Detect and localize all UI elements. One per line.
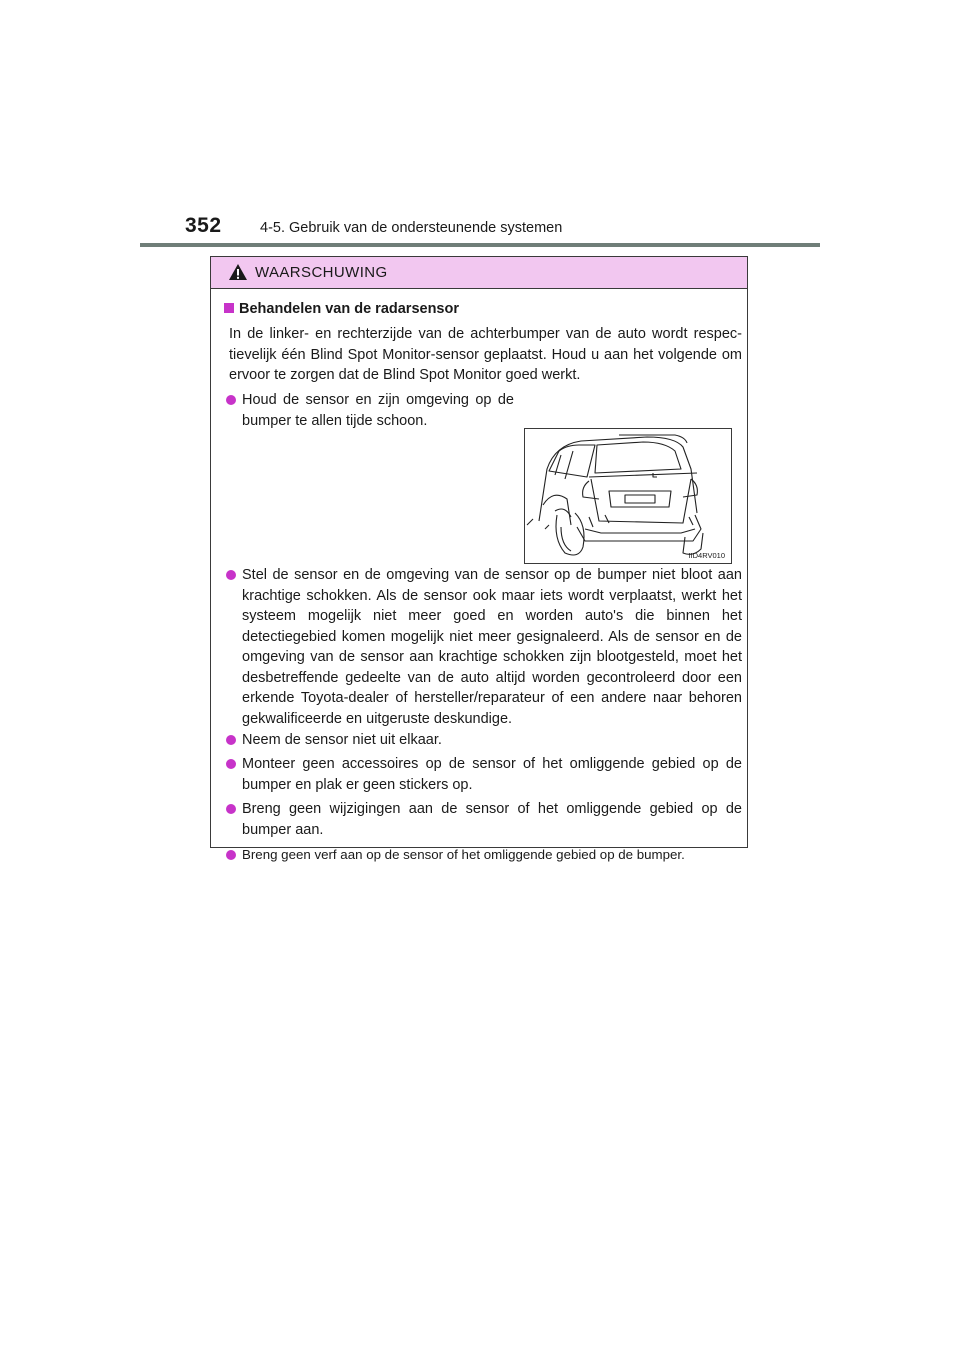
section-title: 4-5. Gebruik van de ondersteunende systemen (260, 220, 563, 236)
header-rule (140, 243, 820, 247)
bullet-dot-icon (226, 735, 236, 745)
list-item-text: Breng geen wijzigingen aan de sensor of het omliggende gebied op de bumper aan. (242, 801, 742, 838)
list-item-text: Monteer geen accessoires op de sensor of het omliggende gebied op de bumper en plak er geen stickers op. (242, 756, 742, 793)
warning-header (211, 257, 747, 289)
figure-id: IID4RV010 (688, 551, 725, 560)
bullet-dot-icon (226, 804, 236, 814)
list-item (224, 730, 742, 751)
rear-car-illustration (525, 429, 732, 564)
bullet-dot-icon (226, 570, 236, 580)
bullet-dot-icon (226, 759, 236, 769)
warning-triangle-icon (228, 263, 248, 281)
bullet-dot-icon (226, 850, 236, 860)
list-item-text: Breng geen verf aan op de sensor of het omliggende gebied op de bumper. (242, 847, 685, 862)
warning-heading (224, 301, 459, 317)
figure-rear-car (524, 428, 732, 564)
list-item (224, 754, 742, 795)
list-item (224, 845, 742, 866)
list-item (224, 390, 514, 431)
square-bullet-icon (224, 303, 234, 313)
warning-content (211, 288, 747, 862)
warning-heading-text: Behandelen van de radarsensor (239, 301, 459, 317)
bullet-dot-icon (226, 395, 236, 405)
warning-title: WAARSCHUWING (255, 264, 388, 281)
warning-box (210, 256, 748, 862)
list-item-text: Stel de sensor en de omgeving van de sensor op de bumper niet bloot aan krachtige schokken. Als de sensor ook maar iets wordt verplaatst, werkt het systeem mogelijk niet meer goed en worden auto's die binnen het detectiegebied komen mogelijk niet meer gesignaleerd. Als de sensor en de omgeving van de sensor aan krachtige schokken zijn blootgesteld, moet het desbetreffende gedeelte van de auto altijd worden gecontroleerd door een erkende Toyota-dealer of hersteller/reparateur of een andere naar behoren gekwalificeerde en uitgeruste deskundige. (242, 567, 742, 727)
page-number: 352 (185, 214, 222, 237)
list-item (224, 565, 742, 729)
list-item-text: Houd de sensor en zijn omgeving op de bumper te allen tijde schoon. (242, 392, 514, 429)
list-item-text: Neem de sensor niet uit elkaar. (242, 732, 442, 748)
list-item (224, 799, 742, 840)
intro-paragraph: In de linker- en rechterzijde van de achterbumper van de auto wordt respec-tievelijk één Blind Spot Monitor-sensor geplaatst. Houd u aan het volgende om ervoor te zorgen dat de Blind Spot Monitor goed werkt. (229, 326, 742, 383)
